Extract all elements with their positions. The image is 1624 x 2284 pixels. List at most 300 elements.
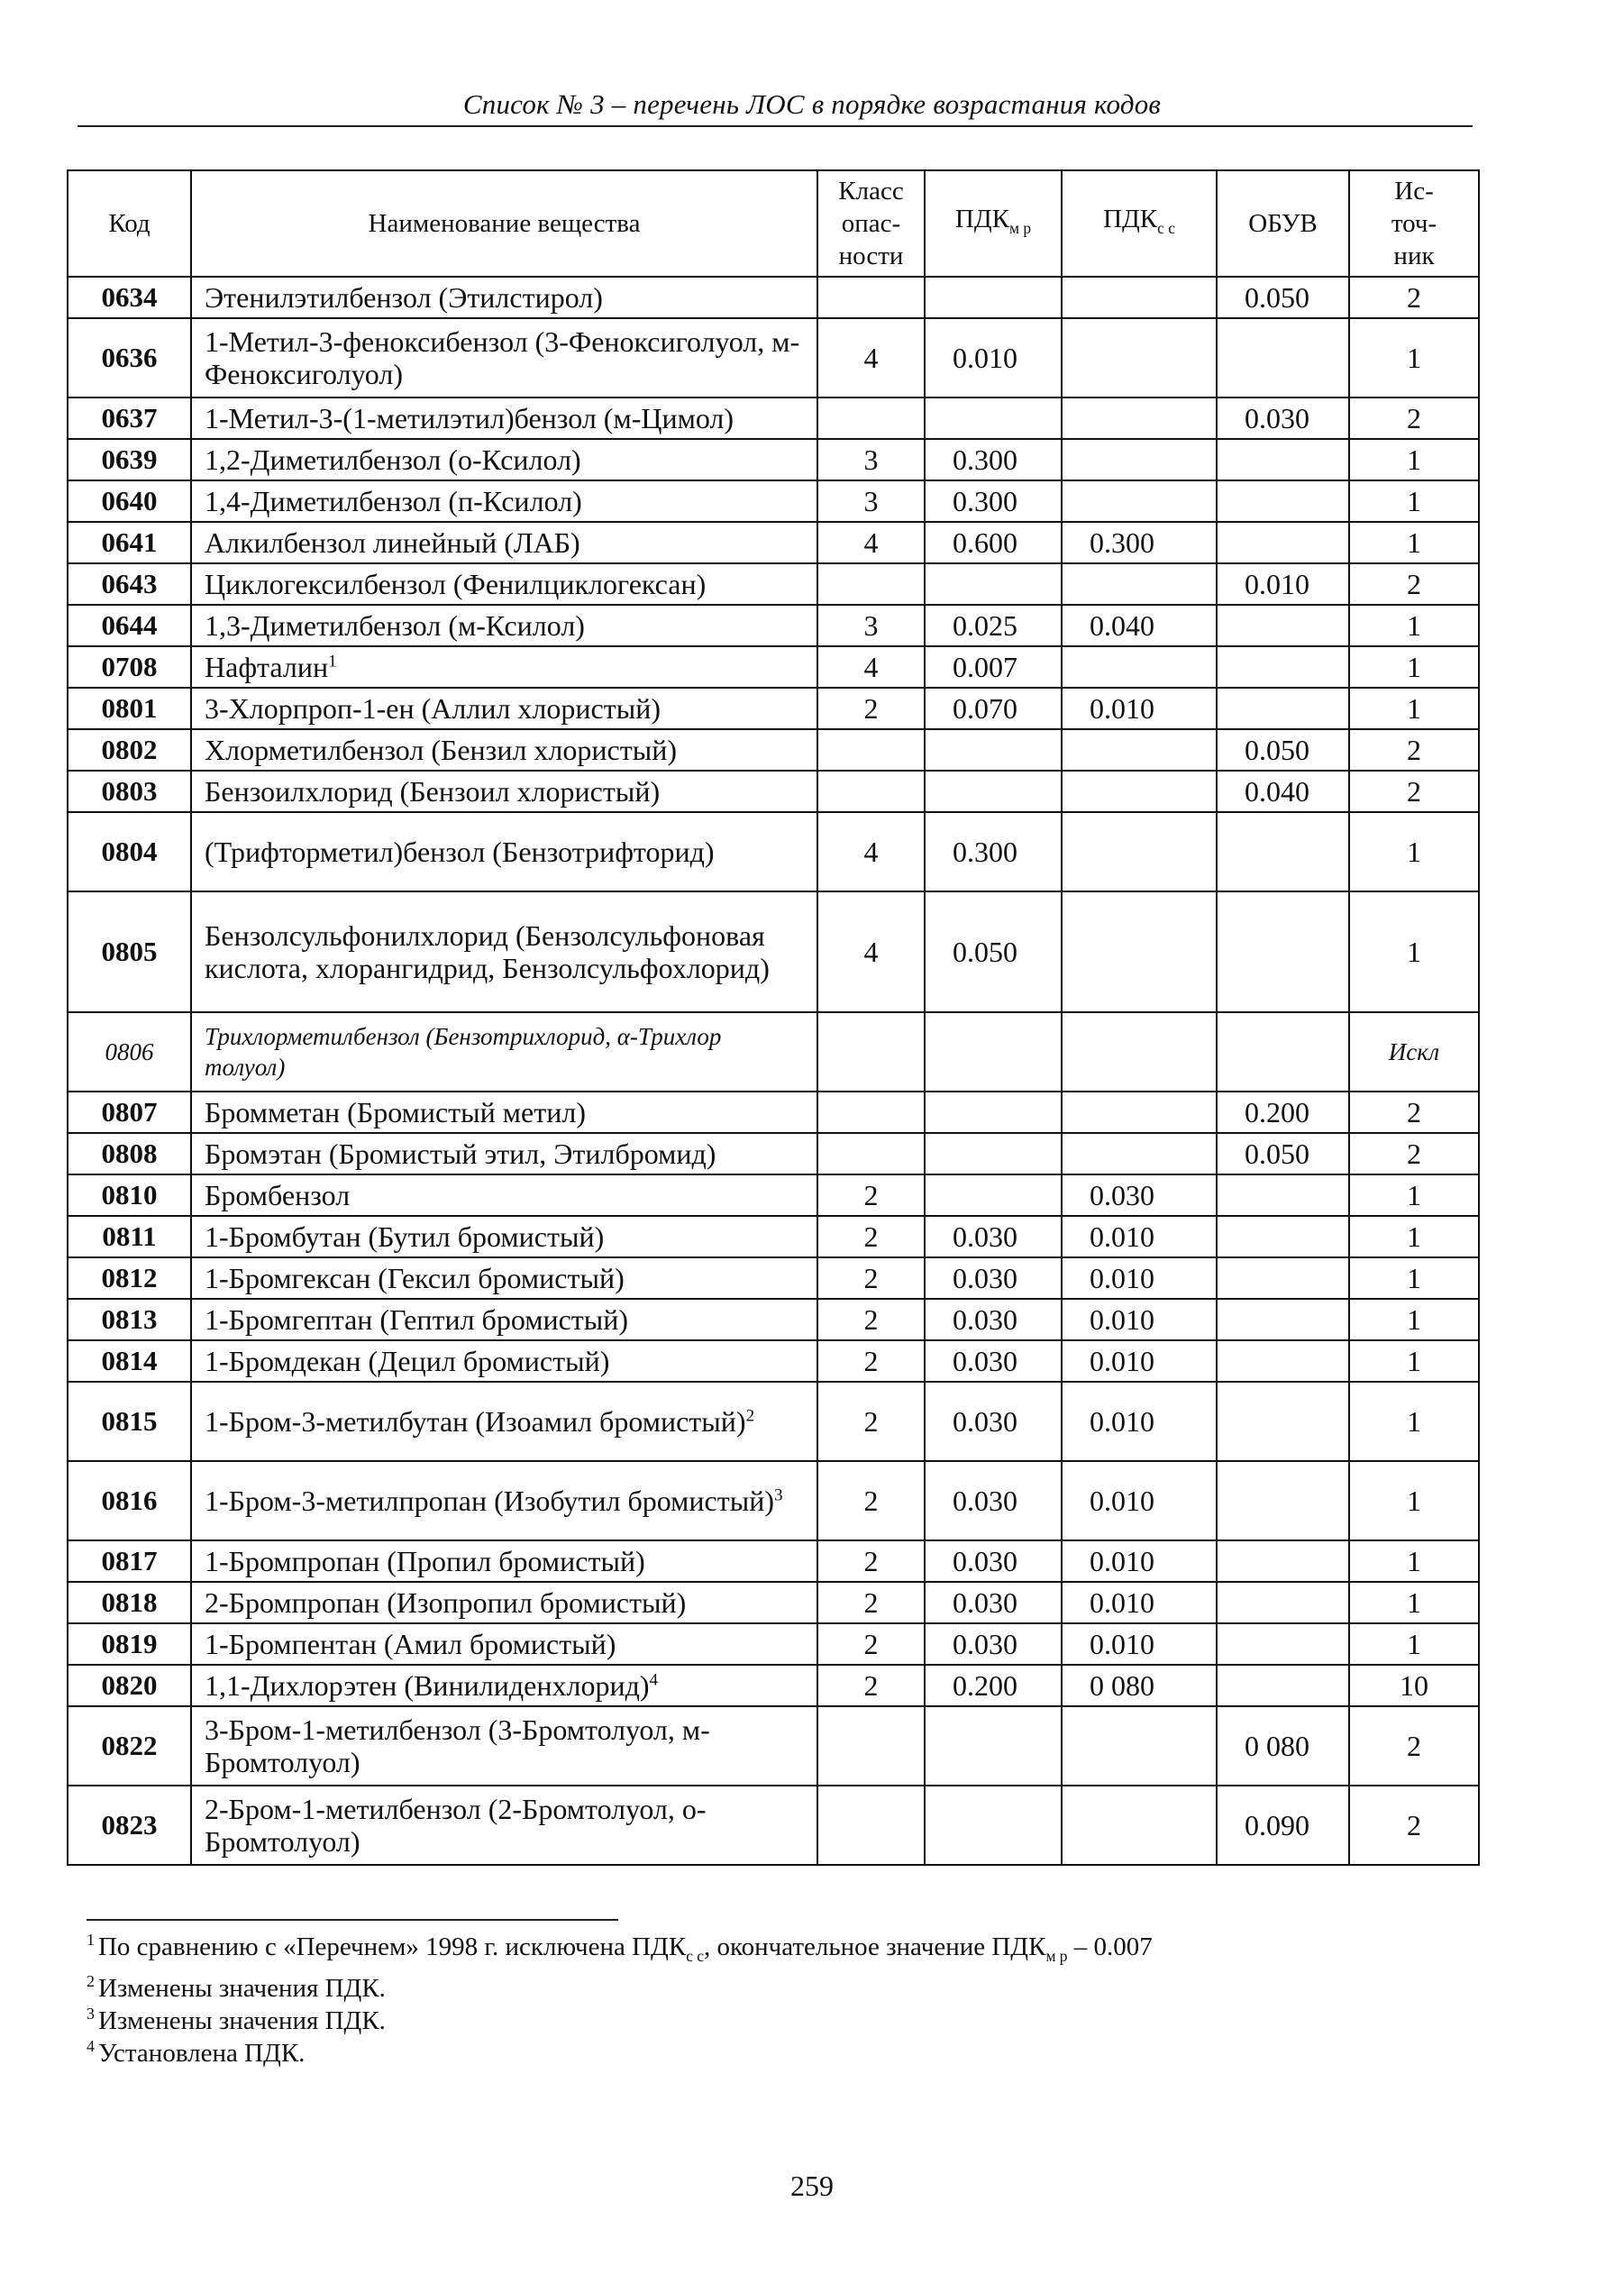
cell-source bbox=[1349, 1623, 1479, 1665]
cell-code bbox=[68, 688, 191, 729]
cell-code-text: 0813 bbox=[101, 1303, 158, 1335]
cell-obuv bbox=[1217, 1012, 1349, 1092]
cell-hazard-class-text: 3 bbox=[863, 485, 879, 517]
cell-pdk-ss bbox=[1062, 1216, 1217, 1257]
cell-hazard-class bbox=[817, 646, 925, 688]
cell-name-text: 1-Бромпентан (Амил бромистый) bbox=[205, 1628, 616, 1660]
cell-name bbox=[191, 318, 817, 397]
cell-name-text: Бензоилхлорид (Бензоил хлористый) bbox=[205, 775, 661, 808]
table-row bbox=[68, 1133, 1479, 1174]
cell-name-text: 1-Бром-3-метилбутан (Изоамил бромистый) bbox=[205, 1405, 746, 1438]
cell-pdk-ss bbox=[1062, 891, 1217, 1012]
table-row bbox=[68, 439, 1479, 480]
cell-name-text: 2-Бромпропан (Изопропил бромистый) bbox=[205, 1586, 687, 1619]
table-row bbox=[68, 605, 1479, 646]
header-source-line-2: точ- bbox=[1391, 209, 1437, 238]
cell-pdk-mr-text: 0.030 bbox=[953, 1345, 1017, 1377]
cell-hazard-class bbox=[817, 1092, 925, 1133]
cell-source-text: 1 bbox=[1407, 692, 1421, 725]
cell-code-text: 0641 bbox=[101, 526, 158, 558]
cell-source-text: 1 bbox=[1407, 443, 1421, 476]
cell-name bbox=[191, 771, 817, 812]
cell-hazard-class-text: 2 bbox=[863, 1545, 879, 1577]
cell-pdk-ss bbox=[1062, 439, 1217, 480]
cell-pdk-mr bbox=[925, 1582, 1062, 1623]
cell-name-text: Этенилэтилбензол (Этилстирол) bbox=[205, 281, 603, 314]
cell-name bbox=[191, 891, 817, 1012]
cell-pdk-ss-text: 0.040 bbox=[1090, 609, 1154, 642]
table-row bbox=[68, 1299, 1479, 1340]
cell-name bbox=[191, 1174, 817, 1216]
cell-pdk-mr bbox=[925, 1461, 1062, 1540]
footnote-mark: 3 bbox=[87, 2005, 95, 2024]
footnote-text: По сравнению с «Перечнем» 1998 г. исключена ПДК bbox=[97, 1932, 687, 1961]
table-row bbox=[68, 1340, 1479, 1382]
cell-hazard-class bbox=[817, 277, 925, 318]
table-row bbox=[68, 646, 1479, 688]
cell-pdk-mr-text: 0.030 bbox=[953, 1586, 1017, 1619]
cell-name-text: Бромбензол bbox=[205, 1179, 351, 1211]
table-row bbox=[68, 1461, 1479, 1540]
cell-source bbox=[1349, 1174, 1479, 1216]
cell-hazard-class bbox=[817, 1133, 925, 1174]
title-rule bbox=[78, 125, 1473, 127]
cell-source bbox=[1349, 891, 1479, 1012]
cell-code-text: 0820 bbox=[101, 1669, 158, 1701]
cell-obuv-text: 0.200 bbox=[1245, 1096, 1309, 1128]
cell-code bbox=[68, 1174, 191, 1216]
cell-obuv bbox=[1217, 1257, 1349, 1299]
cell-hazard-class bbox=[817, 1665, 925, 1706]
cell-name-text: Трихлорметилбензол (Бензотрихлорид, α-Трихлор толуол) bbox=[205, 1023, 722, 1081]
cell-obuv bbox=[1217, 646, 1349, 688]
cell-code bbox=[68, 605, 191, 646]
cell-hazard-class-text: 3 bbox=[863, 609, 879, 642]
cell-name bbox=[191, 1257, 817, 1299]
cell-name bbox=[191, 1706, 817, 1786]
page-number: 259 bbox=[790, 2170, 834, 2202]
cell-source bbox=[1349, 522, 1479, 563]
cell-obuv bbox=[1217, 1174, 1349, 1216]
cell-obuv bbox=[1217, 1623, 1349, 1665]
cell-source bbox=[1349, 439, 1479, 480]
cell-source-text: 1 bbox=[1407, 1586, 1421, 1619]
cell-pdk-ss bbox=[1062, 1299, 1217, 1340]
cell-source bbox=[1349, 1092, 1479, 1133]
cell-code-text: 0815 bbox=[101, 1405, 158, 1437]
cell-source-text: 1 bbox=[1407, 526, 1421, 559]
cell-obuv bbox=[1217, 563, 1349, 605]
cell-code-text: 0808 bbox=[101, 1137, 158, 1169]
cell-obuv bbox=[1217, 1216, 1349, 1257]
footnote-1 bbox=[87, 1931, 1438, 1972]
cell-source-text: 1 bbox=[1407, 1628, 1421, 1660]
cell-name bbox=[191, 563, 817, 605]
cell-pdk-ss-text: 0.030 bbox=[1090, 1179, 1154, 1211]
footnote-text: – 0.007 bbox=[1067, 1932, 1153, 1961]
cell-name bbox=[191, 812, 817, 891]
cell-source-text: 1 bbox=[1407, 485, 1421, 517]
cell-hazard-class-text: 4 bbox=[863, 342, 879, 374]
cell-code bbox=[68, 812, 191, 891]
cell-pdk-ss-text: 0.010 bbox=[1090, 1220, 1154, 1253]
cell-hazard-class-text: 2 bbox=[863, 1628, 879, 1660]
cell-code bbox=[68, 1540, 191, 1582]
cell-pdk-ss bbox=[1062, 1786, 1217, 1865]
cell-pdk-ss bbox=[1062, 1092, 1217, 1133]
cell-name-text: Бромэтан (Бромистый этил, Этилбромид) bbox=[205, 1137, 716, 1170]
table-row bbox=[68, 688, 1479, 729]
cell-pdk-ss bbox=[1062, 729, 1217, 771]
cell-obuv-text: 0.050 bbox=[1245, 281, 1309, 314]
cell-hazard-class bbox=[817, 1540, 925, 1582]
cell-pdk-mr-text: 0.070 bbox=[953, 692, 1017, 725]
cell-pdk-mr-text: 0.030 bbox=[953, 1545, 1017, 1577]
cell-obuv bbox=[1217, 771, 1349, 812]
footnote-rule bbox=[87, 1919, 618, 1921]
cell-obuv bbox=[1217, 397, 1349, 439]
cell-pdk-ss bbox=[1062, 1582, 1217, 1623]
cell-code-text: 0817 bbox=[101, 1545, 158, 1576]
cell-code-text: 0811 bbox=[102, 1220, 157, 1252]
cell-name-text: 2-Бром-1-метилбензол (2-Бромтолуол, о-Бромтолуол) bbox=[205, 1793, 707, 1858]
cell-pdk-ss bbox=[1062, 812, 1217, 891]
footnote-text: Установлена ПДК. bbox=[97, 2038, 306, 2068]
cell-source bbox=[1349, 1216, 1479, 1257]
cell-name-text: (Трифторметил)бензол (Бензотрифторид) bbox=[205, 836, 715, 868]
cell-code bbox=[68, 1706, 191, 1786]
cell-source-text: 2 bbox=[1407, 402, 1421, 434]
cell-obuv bbox=[1217, 688, 1349, 729]
header-hazard-line-1: Класс bbox=[838, 177, 904, 206]
cell-name-text: 1,1-Дихлорэтен (Винилиденхлорид) bbox=[205, 1669, 650, 1702]
cell-hazard-class-text: 2 bbox=[863, 1485, 879, 1517]
table-row bbox=[68, 771, 1479, 812]
cell-source-text: 2 bbox=[1407, 1730, 1421, 1762]
cell-obuv-text: 0.040 bbox=[1245, 775, 1309, 808]
footnote-mark: 4 bbox=[87, 2037, 95, 2056]
cell-name bbox=[191, 1582, 817, 1623]
table-row bbox=[68, 1665, 1479, 1706]
cell-pdk-ss-text: 0.010 bbox=[1090, 1345, 1154, 1377]
cell-obuv-text: 0.010 bbox=[1245, 568, 1309, 600]
cell-pdk-ss-text: 0 080 bbox=[1090, 1669, 1154, 1702]
cell-code bbox=[68, 522, 191, 563]
cell-source-text: 2 bbox=[1407, 775, 1421, 808]
cell-name bbox=[191, 1340, 817, 1382]
cell-pdk-mr bbox=[925, 1382, 1062, 1461]
cell-name bbox=[191, 1382, 817, 1461]
cell-name-text: Циклогексилбензол (Фенилциклогексан) bbox=[205, 568, 707, 600]
cell-hazard-class bbox=[817, 605, 925, 646]
cell-source bbox=[1349, 771, 1479, 812]
cell-hazard-class bbox=[817, 1582, 925, 1623]
cell-code bbox=[68, 1299, 191, 1340]
cell-source bbox=[1349, 688, 1479, 729]
cell-pdk-ss-text: 0.010 bbox=[1090, 1262, 1154, 1294]
cell-code-text: 0814 bbox=[101, 1345, 158, 1376]
table-row bbox=[68, 522, 1479, 563]
cell-pdk-ss-text: 0.010 bbox=[1090, 1405, 1154, 1438]
cell-source-text: 1 bbox=[1407, 936, 1421, 968]
cell-obuv bbox=[1217, 1540, 1349, 1582]
table-row bbox=[68, 1786, 1479, 1865]
cell-source bbox=[1349, 1665, 1479, 1706]
cell-hazard-class bbox=[817, 1012, 925, 1092]
table-row bbox=[68, 1174, 1479, 1216]
cell-pdk-ss bbox=[1062, 771, 1217, 812]
cell-source bbox=[1349, 729, 1479, 771]
cell-name-text: Бромметан (Бромистый метил) bbox=[205, 1096, 586, 1128]
cell-pdk-ss bbox=[1062, 397, 1217, 439]
cell-hazard-class-text: 2 bbox=[863, 1669, 879, 1702]
cell-name-text: Алкилбензол линейный (ЛАБ) bbox=[205, 526, 580, 559]
cell-hazard-class bbox=[817, 688, 925, 729]
cell-code bbox=[68, 891, 191, 1012]
cell-code bbox=[68, 277, 191, 318]
cell-pdk-mr bbox=[925, 397, 1062, 439]
cell-hazard-class bbox=[817, 729, 925, 771]
cell-pdk-ss-text: 0.010 bbox=[1090, 1586, 1154, 1619]
cell-pdk-ss bbox=[1062, 1706, 1217, 1786]
cell-pdk-ss bbox=[1062, 277, 1217, 318]
cell-code-text: 0643 bbox=[101, 568, 158, 599]
cell-name-text: 1-Бромдекан (Децил бромистый) bbox=[205, 1345, 610, 1377]
cell-hazard-class-text: 3 bbox=[863, 443, 879, 476]
cell-obuv-text: 0 080 bbox=[1245, 1730, 1309, 1762]
cell-source-text: 1 bbox=[1407, 1485, 1421, 1517]
table-row bbox=[68, 318, 1479, 397]
cell-hazard-class bbox=[817, 1340, 925, 1382]
cell-code bbox=[68, 1257, 191, 1299]
cell-obuv bbox=[1217, 891, 1349, 1012]
cell-source-text: 10 bbox=[1400, 1669, 1428, 1702]
cell-obuv bbox=[1217, 318, 1349, 397]
header-source-line-1: Ис- bbox=[1394, 177, 1434, 206]
cell-pdk-mr bbox=[925, 646, 1062, 688]
cell-hazard-class-text: 4 bbox=[863, 526, 879, 559]
cell-pdk-mr-text: 0.300 bbox=[953, 836, 1017, 868]
cell-hazard-class bbox=[817, 1623, 925, 1665]
cell-code bbox=[68, 563, 191, 605]
cell-name-text: Нафталин bbox=[205, 651, 329, 683]
cell-hazard-class bbox=[817, 771, 925, 812]
cell-pdk-mr-text: 0.030 bbox=[953, 1405, 1017, 1438]
cell-pdk-mr bbox=[925, 1665, 1062, 1706]
cell-hazard-class bbox=[817, 1216, 925, 1257]
cell-hazard-class-text: 2 bbox=[863, 1345, 879, 1377]
cell-hazard-class bbox=[817, 1706, 925, 1786]
cell-code-text: 0818 bbox=[101, 1586, 158, 1618]
cell-hazard-class bbox=[817, 522, 925, 563]
cell-pdk-ss-text: 0.010 bbox=[1090, 1303, 1154, 1336]
cell-name-text: 3-Хлорпроп-1-ен (Аллил хлористый) bbox=[205, 692, 661, 725]
cell-pdk-ss bbox=[1062, 1174, 1217, 1216]
cell-pdk-mr bbox=[925, 480, 1062, 522]
cell-code bbox=[68, 1665, 191, 1706]
cell-source-text: Искл bbox=[1388, 1038, 1440, 1065]
cell-source-text: 2 bbox=[1407, 1137, 1421, 1170]
cell-code bbox=[68, 1786, 191, 1865]
header-hazard-class bbox=[817, 170, 925, 277]
table-body bbox=[68, 277, 1479, 1865]
cell-source-text: 1 bbox=[1407, 609, 1421, 642]
cell-source bbox=[1349, 563, 1479, 605]
cell-obuv bbox=[1217, 729, 1349, 771]
cell-pdk-ss bbox=[1062, 1382, 1217, 1461]
header-hazard-line-3: ности bbox=[838, 242, 904, 270]
cell-obuv bbox=[1217, 1665, 1349, 1706]
cell-source bbox=[1349, 605, 1479, 646]
cell-obuv bbox=[1217, 605, 1349, 646]
footnote-ref: 1 bbox=[328, 652, 337, 671]
cell-pdk-mr bbox=[925, 729, 1062, 771]
cell-hazard-class bbox=[817, 812, 925, 891]
footnote-ref: 4 bbox=[649, 1670, 659, 1690]
cell-name-text: 1-Бромбутан (Бутил бромистый) bbox=[205, 1220, 605, 1253]
table-header-row bbox=[68, 170, 1479, 277]
cell-obuv bbox=[1217, 1299, 1349, 1340]
cell-source-text: 2 bbox=[1407, 568, 1421, 600]
cell-code bbox=[68, 1216, 191, 1257]
cell-pdk-mr bbox=[925, 891, 1062, 1012]
footnote-sub: с с bbox=[686, 1946, 704, 1965]
cell-source bbox=[1349, 1582, 1479, 1623]
cell-obuv-text: 0.090 bbox=[1245, 1809, 1309, 1841]
cell-obuv-text: 0.050 bbox=[1245, 734, 1309, 766]
cell-obuv bbox=[1217, 522, 1349, 563]
footnote-mark: 1 bbox=[87, 1931, 95, 1950]
table-row bbox=[68, 1382, 1479, 1461]
footnote-mark: 2 bbox=[87, 1972, 95, 1991]
cell-hazard-class-text: 4 bbox=[863, 651, 879, 683]
table-row bbox=[68, 1012, 1479, 1092]
page-title: Список № 3 – перечень ЛОС в порядке возрастания кодов bbox=[462, 88, 1162, 120]
header-code: Код bbox=[68, 170, 191, 277]
cell-pdk-mr bbox=[925, 1092, 1062, 1133]
cell-source bbox=[1349, 397, 1479, 439]
cell-pdk-mr bbox=[925, 1786, 1062, 1865]
table-row bbox=[68, 1540, 1479, 1582]
cell-pdk-mr-text: 0.600 bbox=[953, 526, 1017, 559]
cell-source bbox=[1349, 1257, 1479, 1299]
cell-name bbox=[191, 397, 817, 439]
cell-code bbox=[68, 439, 191, 480]
cell-obuv bbox=[1217, 812, 1349, 891]
cell-code bbox=[68, 397, 191, 439]
cell-name bbox=[191, 439, 817, 480]
table-row bbox=[68, 891, 1479, 1012]
cell-name bbox=[191, 277, 817, 318]
cell-pdk-mr bbox=[925, 688, 1062, 729]
cell-code-text: 0634 bbox=[101, 281, 158, 313]
cell-source bbox=[1349, 1299, 1479, 1340]
footnote-4 bbox=[87, 2037, 1438, 2069]
cell-code-text: 0804 bbox=[101, 836, 158, 867]
cell-pdk-ss bbox=[1062, 480, 1217, 522]
cell-hazard-class-text: 2 bbox=[863, 1405, 879, 1438]
cell-source-text: 1 bbox=[1407, 1220, 1421, 1253]
cell-obuv-text: 0.050 bbox=[1245, 1137, 1309, 1170]
cell-source-text: 2 bbox=[1407, 1809, 1421, 1841]
cell-code bbox=[68, 646, 191, 688]
cell-code-text: 0644 bbox=[101, 609, 158, 641]
cell-hazard-class-text: 2 bbox=[863, 1262, 879, 1294]
cell-source bbox=[1349, 812, 1479, 891]
header-pdk-ss-sub: с с bbox=[1157, 218, 1175, 237]
cell-code-text: 0812 bbox=[101, 1262, 158, 1293]
cell-pdk-mr-text: 0.010 bbox=[953, 342, 1017, 374]
cell-pdk-ss bbox=[1062, 1665, 1217, 1706]
cell-code-text: 0708 bbox=[101, 651, 158, 682]
cell-name-text: Хлорметилбензол (Бензил хлористый) bbox=[205, 734, 677, 766]
cell-name bbox=[191, 688, 817, 729]
footnote-3 bbox=[87, 2005, 1438, 2037]
cell-code-text: 0822 bbox=[101, 1730, 158, 1761]
cell-code-text: 0640 bbox=[101, 485, 158, 516]
footnote-text: Изменены значения ПДК. bbox=[97, 2005, 386, 2035]
voc-table bbox=[67, 169, 1480, 1866]
cell-pdk-ss bbox=[1062, 1540, 1217, 1582]
cell-name bbox=[191, 1216, 817, 1257]
cell-name bbox=[191, 1540, 817, 1582]
cell-name-text: Бензолсульфонилхлорид (Бензолсульфоновая кислота, хлорангидрид, Бензолсульфохлорид) bbox=[205, 919, 770, 984]
cell-name bbox=[191, 1786, 817, 1865]
cell-code-text: 0802 bbox=[101, 734, 158, 765]
cell-pdk-mr-text: 0.030 bbox=[953, 1485, 1017, 1517]
cell-pdk-ss bbox=[1062, 605, 1217, 646]
cell-pdk-mr-text: 0.300 bbox=[953, 485, 1017, 517]
cell-code bbox=[68, 729, 191, 771]
cell-pdk-mr bbox=[925, 563, 1062, 605]
cell-code-text: 0807 bbox=[101, 1096, 158, 1128]
cell-source-text: 1 bbox=[1407, 1303, 1421, 1336]
cell-hazard-class bbox=[817, 439, 925, 480]
cell-name-text: 1,2-Диметилбензол (о-Ксилол) bbox=[205, 443, 581, 476]
cell-source-text: 1 bbox=[1407, 1179, 1421, 1211]
cell-pdk-ss bbox=[1062, 1133, 1217, 1174]
cell-code bbox=[68, 771, 191, 812]
cell-obuv bbox=[1217, 1582, 1349, 1623]
cell-pdk-mr bbox=[925, 318, 1062, 397]
cell-name bbox=[191, 1133, 817, 1174]
cell-name bbox=[191, 1665, 817, 1706]
cell-source bbox=[1349, 1461, 1479, 1540]
table-row bbox=[68, 1216, 1479, 1257]
cell-source bbox=[1349, 1706, 1479, 1786]
cell-source-text: 1 bbox=[1407, 1405, 1421, 1438]
cell-code-text: 0636 bbox=[101, 342, 158, 373]
cell-pdk-mr bbox=[925, 1706, 1062, 1786]
header-name: Наименование вещества bbox=[191, 170, 817, 277]
cell-obuv bbox=[1217, 1133, 1349, 1174]
cell-code bbox=[68, 480, 191, 522]
table-row bbox=[68, 1582, 1479, 1623]
cell-hazard-class-text: 2 bbox=[863, 1303, 879, 1336]
cell-name bbox=[191, 1092, 817, 1133]
header-pdk-ss bbox=[1062, 170, 1217, 277]
cell-source bbox=[1349, 318, 1479, 397]
cell-name-text: 1,4-Диметилбензол (п-Ксилол) bbox=[205, 485, 582, 517]
cell-hazard-class bbox=[817, 1174, 925, 1216]
cell-pdk-ss bbox=[1062, 1012, 1217, 1092]
cell-pdk-mr-text: 0.007 bbox=[953, 651, 1017, 683]
cell-code-text: 0810 bbox=[101, 1179, 158, 1211]
table-row bbox=[68, 277, 1479, 318]
cell-pdk-mr-text: 0.030 bbox=[953, 1220, 1017, 1253]
cell-name-text: 1,3-Диметилбензол (м-Ксилол) bbox=[205, 609, 585, 642]
header-obuv: ОБУВ bbox=[1217, 170, 1349, 277]
